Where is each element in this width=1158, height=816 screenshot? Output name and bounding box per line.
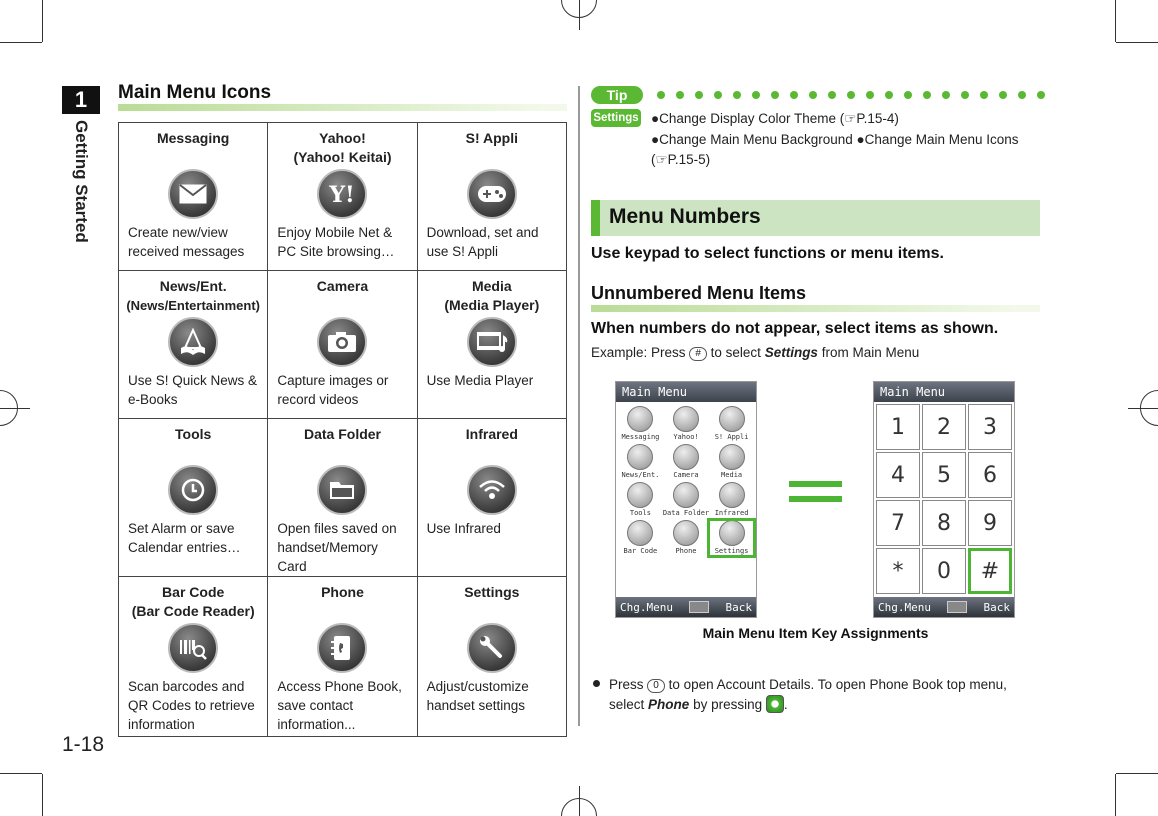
barcode-icon — [627, 520, 653, 546]
cell-description: Set Alarm or save Calendar entries… — [128, 521, 241, 555]
folder-icon — [673, 482, 699, 508]
mini-icon-item-selected[interactable] — [709, 520, 754, 556]
news-book-icon — [168, 317, 218, 367]
mini-label: Camera — [673, 471, 699, 479]
mini-icon-item[interactable] — [663, 482, 709, 518]
cell-description: Access Phone Book, save contact information... — [277, 679, 402, 732]
screen-title: Main Menu — [616, 382, 756, 402]
yahoo-icon — [317, 169, 367, 219]
cell-title: Infrared — [465, 426, 518, 442]
tip-dot — [752, 91, 760, 99]
tip-dot — [999, 91, 1007, 99]
mini-icon-item[interactable] — [618, 482, 663, 518]
example-text — [591, 345, 919, 361]
chapter-label: Getting Started — [72, 120, 91, 243]
mini-label: Media — [721, 471, 743, 479]
media-player-icon — [467, 317, 517, 367]
instruction-text: When numbers do not appear, select items as shown. — [591, 320, 999, 337]
crop-mark — [0, 42, 42, 43]
crop-mark — [1116, 42, 1158, 43]
mini-icon-item[interactable] — [618, 406, 663, 442]
cell-title: Phone — [321, 584, 364, 600]
hash-key-icon: # — [689, 347, 707, 361]
cell-title: S! Appli — [465, 130, 519, 146]
key-8[interactable]: 8 — [922, 500, 966, 546]
subsection-title-unnumbered: Unnumbered Menu Items — [591, 283, 807, 303]
key-4[interactable]: 4 — [876, 452, 920, 498]
softkey-bar — [616, 597, 756, 617]
crop-mark — [42, 0, 43, 42]
tip-header — [591, 86, 1041, 102]
mini-label: Settings — [714, 547, 749, 555]
infrared-icon — [467, 465, 517, 515]
tip-label: Tip — [591, 86, 643, 104]
table-cell-camera — [268, 271, 417, 419]
cell-title: Yahoo! — [319, 130, 366, 146]
folder-icon — [317, 465, 367, 515]
gamepad-icon — [719, 406, 745, 432]
mini-icon-item[interactable] — [709, 444, 754, 480]
cell-subtitle: (Yahoo! Keitai) — [293, 149, 392, 165]
key-star[interactable]: * — [876, 548, 920, 594]
mini-icon-item[interactable] — [663, 520, 709, 556]
cell-title: Tools — [175, 426, 212, 442]
crop-mark — [1115, 0, 1116, 42]
table-cell-settings — [417, 577, 566, 737]
envelope-icon — [627, 406, 653, 432]
mini-label: Phone — [675, 547, 697, 555]
key-grid — [874, 402, 1014, 596]
cell-title: Data Folder — [303, 426, 381, 442]
infrared-icon — [719, 482, 745, 508]
mini-label: Tools — [629, 509, 651, 517]
tip-dot — [980, 91, 988, 99]
cell-description: Use Infrared — [426, 521, 501, 536]
equals-sign — [789, 496, 842, 502]
envelope-icon — [168, 169, 218, 219]
cell-subtitle: (Media Player) — [444, 297, 540, 313]
cell-description: Open files saved on handset/Memory Card — [277, 521, 397, 574]
tip-dot — [657, 91, 665, 99]
chapter-number: 1 — [62, 86, 100, 114]
crop-mark — [579, 0, 580, 30]
mini-label: News/Ent. — [621, 471, 660, 479]
yahoo-icon — [673, 406, 699, 432]
cell-description: Use S! Quick News & e-Books — [128, 373, 258, 407]
tip-line: (☞P.15-5) — [651, 152, 711, 167]
example-mid: to select — [710, 345, 761, 360]
menu-key-icon[interactable] — [689, 601, 709, 613]
tip-dot — [790, 91, 798, 99]
left-softkey[interactable]: Chg.Menu — [878, 600, 931, 614]
tip-dot — [695, 91, 703, 99]
clock-icon — [627, 482, 653, 508]
key-1[interactable]: 1 — [876, 404, 920, 450]
equals-sign — [789, 481, 842, 487]
bullet-bold: Phone — [648, 697, 690, 712]
bullet-line2-suffix: by pressing — [693, 697, 763, 712]
key-hash[interactable]: # — [968, 548, 1012, 594]
camera-icon — [673, 444, 699, 470]
screen-title: Main Menu — [874, 382, 1014, 402]
cell-subtitle: (News/Entertainment) — [126, 298, 260, 313]
example-prefix: Example: Press — [591, 345, 686, 360]
mini-label: Infrared — [714, 509, 749, 517]
table-cell-data-folder — [268, 419, 417, 577]
right-softkey[interactable]: Back — [725, 600, 752, 614]
example-suffix: from Main Menu — [821, 345, 920, 360]
key-7[interactable]: 7 — [876, 500, 920, 546]
bullet-dot — [593, 680, 600, 687]
media-player-icon — [719, 444, 745, 470]
key-5[interactable]: 5 — [922, 452, 966, 498]
banner-accent-bar — [591, 200, 600, 236]
cell-title: Camera — [316, 278, 369, 294]
left-softkey[interactable]: Chg.Menu — [620, 600, 673, 614]
camera-icon — [317, 317, 367, 367]
phonebook-icon — [673, 520, 699, 546]
table-cell-messaging — [119, 123, 268, 271]
cell-description: Adjust/customize handset settings — [426, 679, 529, 713]
mini-icon-item[interactable] — [709, 406, 754, 442]
zero-key-icon: 0 — [647, 679, 665, 693]
cell-description: Use Media Player — [426, 373, 534, 388]
example-bold: Settings — [764, 345, 818, 360]
gamepad-icon — [467, 169, 517, 219]
section-title-main-menu-icons: Main Menu Icons — [118, 82, 272, 103]
crop-mark — [579, 786, 580, 816]
settings-badge: Settings — [591, 109, 641, 127]
cell-description: Scan barcodes and QR Codes to retrieve information — [128, 679, 255, 732]
mini-icon-item[interactable] — [618, 444, 663, 480]
table-cell-news-ent — [119, 271, 268, 419]
tip-line: ●Change Display Color Theme (☞P.15-4) — [651, 111, 899, 126]
main-menu-icons-table — [118, 122, 567, 737]
cell-description: Create new/view received messages — [128, 225, 245, 259]
bullet-press: Press — [609, 677, 644, 692]
section-underline — [591, 305, 1040, 312]
cell-description: Enjoy Mobile Net & PC Site browsing… — [277, 225, 395, 259]
column-divider — [578, 86, 580, 726]
crop-mark — [1115, 774, 1116, 816]
intro-text: Use keypad to select functions or menu items. — [591, 245, 944, 262]
mini-label: S! Appli — [714, 433, 749, 441]
bullet-line2-prefix: select — [609, 697, 645, 712]
mini-icon-item[interactable] — [709, 482, 754, 518]
tip-dot — [1037, 91, 1045, 99]
wrench-icon — [467, 623, 517, 673]
cell-title: Settings — [464, 584, 520, 600]
wrench-icon — [719, 520, 745, 546]
right-softkey[interactable]: Back — [983, 600, 1010, 614]
key-9[interactable]: 9 — [968, 500, 1012, 546]
bullet-note: Press 0 to open Account Details. To open Phone Book top menu, select Phone by pressing . — [609, 677, 1007, 712]
cell-title: Media — [471, 278, 512, 294]
mini-icon-item[interactable] — [663, 444, 709, 480]
news-book-icon — [627, 444, 653, 470]
table-cell-yahoo — [268, 123, 417, 271]
mini-label: Data Folder — [662, 509, 710, 517]
key-0[interactable]: 0 — [922, 548, 966, 594]
barcode-icon — [168, 623, 218, 673]
tip-dot — [866, 91, 874, 99]
tip-dot — [714, 91, 722, 99]
key-2[interactable]: 2 — [922, 404, 966, 450]
table-cell-bar-code — [119, 577, 268, 737]
bullet-rest: to open Account Details. To open Phone Book top menu, — [668, 677, 1007, 692]
crop-mark — [0, 408, 30, 409]
multi-selector-icon — [766, 695, 784, 713]
crop-mark — [1116, 773, 1158, 774]
mini-icon-item[interactable] — [618, 520, 663, 556]
key-6[interactable]: 6 — [968, 452, 1012, 498]
tip-dot — [847, 91, 855, 99]
table-cell-phone — [268, 577, 417, 737]
tip-dot — [885, 91, 893, 99]
phone-screen-keys — [873, 381, 1015, 618]
mini-icon-grid — [616, 402, 756, 556]
tip-dot — [733, 91, 741, 99]
tip-dot — [961, 91, 969, 99]
cell-title: Bar Code — [162, 584, 225, 600]
mini-label: Messaging — [621, 433, 660, 441]
menu-key-icon[interactable] — [947, 601, 967, 613]
tip-line: ●Change Main Menu Background ●Change Main Menu Icons — [651, 132, 1019, 147]
crop-mark — [1128, 408, 1158, 409]
section-underline — [118, 104, 567, 111]
tip-dot — [1018, 91, 1026, 99]
cell-title: News/Ent. — [159, 278, 227, 294]
mini-label: Bar Code — [623, 547, 658, 555]
tip-dot — [676, 91, 684, 99]
table-cell-tools — [119, 419, 268, 577]
crop-mark — [0, 773, 42, 774]
table-cell-media — [417, 271, 566, 419]
cell-title: Messaging — [156, 130, 230, 146]
page-number: 1-18 — [62, 733, 105, 756]
key-3[interactable]: 3 — [968, 404, 1012, 450]
phonebook-icon — [317, 623, 367, 673]
cell-description: Capture images or record videos — [277, 373, 389, 407]
tip-dot — [923, 91, 931, 99]
cell-description: Download, set and use S! Appli — [426, 225, 539, 259]
tip-dot — [828, 91, 836, 99]
cell-subtitle: (Bar Code Reader) — [131, 603, 255, 619]
mini-label: Yahoo! — [673, 433, 699, 441]
tip-dot — [809, 91, 817, 99]
softkey-bar — [874, 597, 1014, 617]
table-cell-s-appli — [417, 123, 566, 271]
crop-mark — [42, 774, 43, 816]
mini-icon-item[interactable] — [663, 406, 709, 442]
figure-caption: Main Menu Item Key Assignments — [702, 625, 929, 641]
tip-dot — [904, 91, 912, 99]
svg-text:Y!: Y! — [329, 182, 356, 206]
tip-dot — [942, 91, 950, 99]
table-cell-infrared — [417, 419, 566, 577]
tip-dot — [771, 91, 779, 99]
clock-icon — [168, 465, 218, 515]
section-title-menu-numbers: Menu Numbers — [609, 205, 761, 228]
phone-screen-icons — [615, 381, 757, 618]
